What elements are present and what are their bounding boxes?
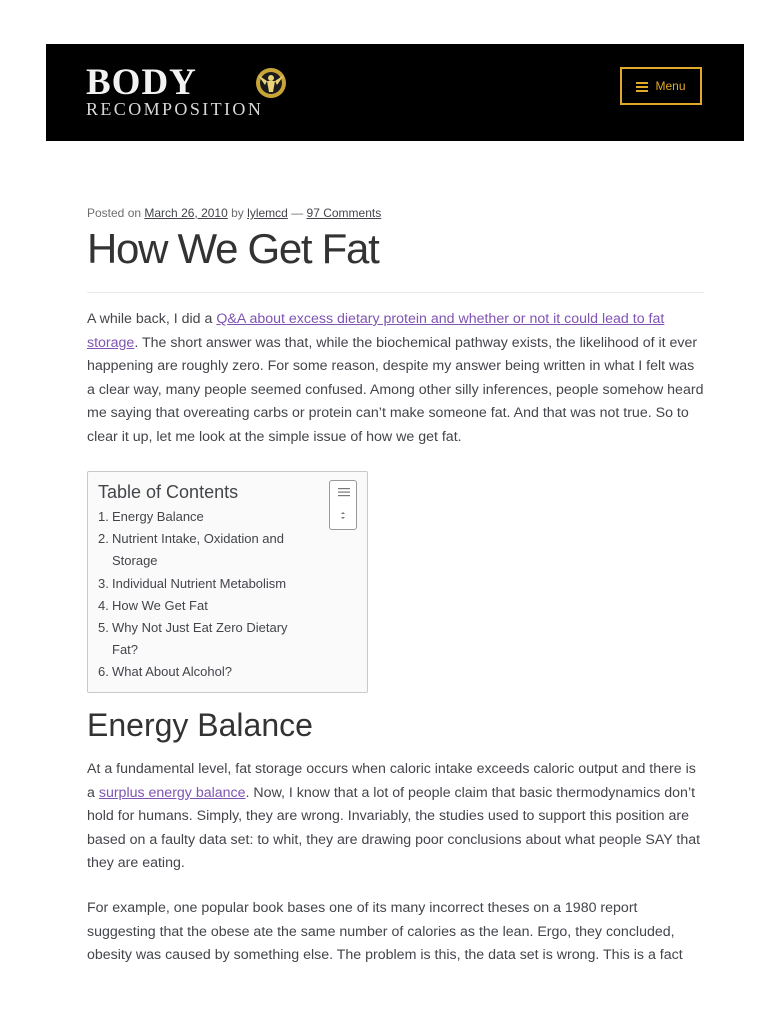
title-divider [87,292,704,293]
toc-item-number: 6. [98,664,109,680]
toc-item-number: 1. [98,509,109,524]
logo-word-body: BODY [86,62,197,103]
menu-button-label: Menu [655,79,686,93]
toc-link-zero-dietary-fat[interactable]: Why Not Just Eat Zero Dietary Fat? [112,620,288,658]
toc-item-number: 3. [98,575,109,591]
toc-item[interactable] [98,661,313,683]
post-title: How We Get Fat [87,225,379,272]
toc-link-nutrient-intake[interactable]: Nutrient Intake, Oxidation and Storage [112,531,284,569]
toc-item[interactable] [98,573,313,595]
intro-qa-link[interactable]: Q&A about excess dietary protein and whether or not it could lead to fat storage [87,311,665,351]
toc-link-alcohol[interactable]: What About Alcohol? [112,664,232,680]
toc-list [98,506,313,684]
author-link[interactable]: lylemcd [247,206,288,220]
toc-list-icon [330,481,356,529]
toc-item-number: 2. [98,531,109,547]
intro-text-after: . The short answer was that, while the biochemical pathway exists, the likelihood of it ever happening are roughly zero. For some reason, despite my answer being written in what I felt was a clear way, many people seemed confused. Among other silly inferences, people somehow heard me saying that overeating carbs or protein can’t make someone fat. And that was not true. So to clear it up, let me look at the simple issue of how we get fat. [87,334,704,445]
post-meta [87,206,381,220]
toc-toggle-button[interactable] [329,480,357,530]
energy-balance-paragraph-1 [87,758,705,876]
intro-text-before: A while back, I did a [87,311,217,327]
toc-item[interactable] [98,595,313,617]
toc-item[interactable] [98,506,313,528]
table-of-contents [87,471,368,693]
meta-separator: — [291,206,304,220]
energy-p1-before: At a fundamental level, fat storage occurs when caloric intake exceeds caloric output and there is a [87,761,696,801]
menu-button[interactable] [620,67,702,105]
toc-link-energy-balance[interactable]: Energy Balance [112,509,204,524]
comments-link[interactable]: 97 Comments [306,206,382,220]
post-date-link[interactable]: March 26, 2010 [144,206,228,220]
hamburger-icon [636,82,648,91]
site-header [46,44,744,141]
toc-link-how-we-get-fat[interactable]: How We Get Fat [112,597,208,613]
toc-item[interactable] [98,617,313,661]
posted-on-label: Posted on [87,206,142,220]
by-label: by [231,206,244,220]
toc-item[interactable] [98,528,313,572]
toc-item-number: 4. [98,597,109,613]
energy-p1-after: . Now, I know that a lot of people claim that basic thermodynamics don’t hold for humans. Simply, they are wrong. Invariably, the studies used to support this position are based on a faulty data set: to whit, they are drawing poor conclusions about what people SAY that they are eating. [87,784,701,872]
winged-emblem-icon [252,66,290,100]
site-logo[interactable] [86,62,291,119]
toc-link-individual-nutrient[interactable]: Individual Nutrient Metabolism [112,575,287,591]
section-heading-energy-balance: Energy Balance [87,707,313,743]
intro-paragraph [87,308,705,450]
energy-balance-paragraph-2: For example, one popular book bases one of its many incorrect theses on a 1980 report suggesting that the obese ate the same number of calories as the lean. Ergo, they concluded, obesity was caused by something else. The problem is this, the data set is wrong. This is a fact [87,900,683,964]
toc-title: Table of Contents [98,482,239,502]
surplus-energy-balance-link[interactable]: surplus energy balance [98,784,246,801]
toc-item-number: 5. [98,620,109,636]
logo-word-recomposition: RECOMPOSITION [86,99,264,119]
